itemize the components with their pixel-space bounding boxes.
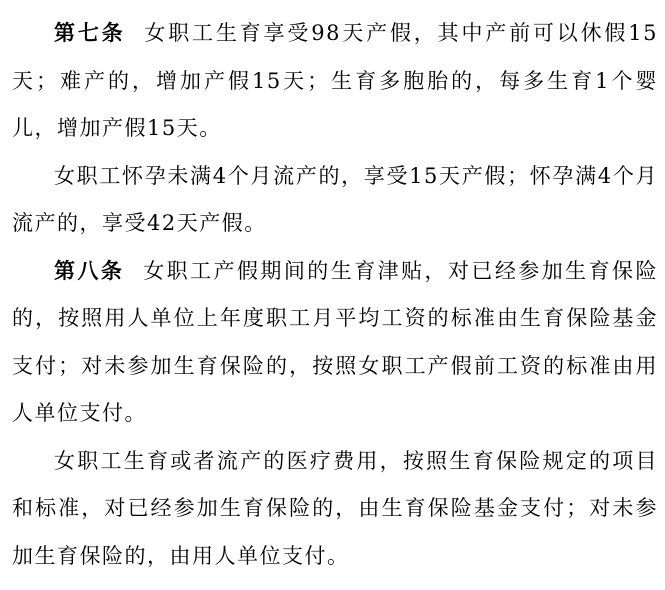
document-body — [12, 10, 658, 580]
paragraph-text: 女职工生育或者流产的医疗费用，按照生育保险规定的项目和标准，对已经参加生育保险的，由生育保险基金支付；对未参加生育保险的，由用人单位支付。 — [12, 448, 658, 568]
paragraph-text: 女职工怀孕未满4个月流产的，享受15天产假；怀孕满4个月流产的，享受42天产假。 — [12, 163, 658, 235]
article-number: 第七条 — [54, 21, 126, 45]
article-number: 第八条 — [54, 258, 125, 283]
paragraph-text: 女职工生育享受98天产假，其中产前可以休假15天；难产的，增加产假15天；生育多胞胎的，每多生育1个婴儿，增加产假15天。 — [12, 21, 658, 140]
paragraph-article-8 — [12, 248, 658, 438]
paragraph-text: 女职工产假期间的生育津贴，对已经参加生育保险的，按照用人单位上年度职工月平均工资的标准由生育保险基金支付；对未参加生育保险的，按照女职工产假前工资的标准由用人单位支付。 — [12, 258, 658, 425]
paragraph-miscarriage-leave — [12, 153, 658, 248]
paragraph-article-7 — [12, 10, 658, 153]
paragraph-medical-costs — [12, 438, 658, 581]
